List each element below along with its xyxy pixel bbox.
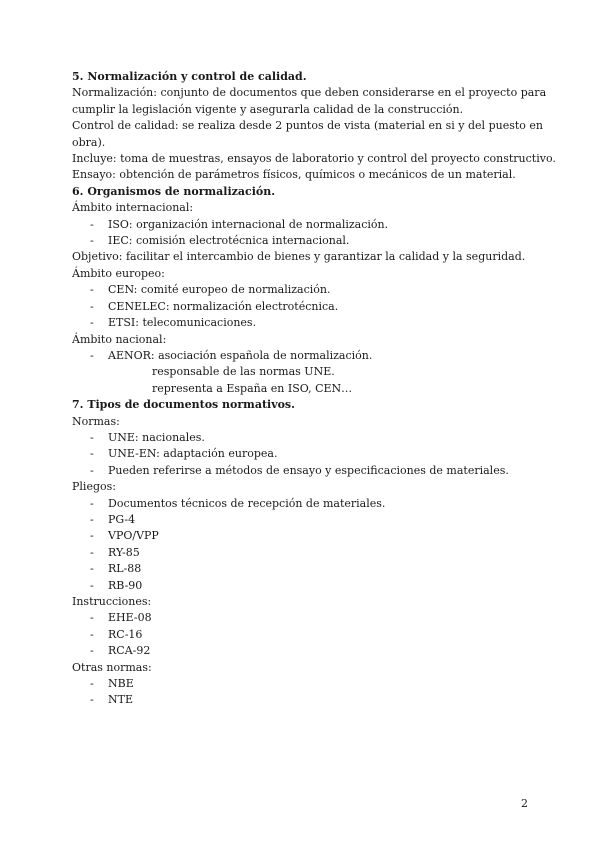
page-number: 2 [521, 797, 528, 810]
list-item-text: AENOR: asociación española de normalización. [108, 348, 373, 362]
bullet-dash: - [90, 512, 94, 526]
list-item-text: Pueden referirse a métodos de ensayo y especificaciones de materiales. [108, 463, 509, 477]
list-item-text: RL-88 [108, 562, 142, 576]
normalizacion-definition-line-1: Normalización: conjunto de documentos que deben considerarse en el proyecto para [72, 86, 547, 100]
pliegos-label: Pliegos: [72, 480, 116, 494]
bullet-dash: - [90, 234, 94, 248]
list-item [72, 217, 540, 233]
bullet-dash: - [90, 447, 94, 461]
normas-label: Normas: [72, 414, 120, 428]
list-item-text: UNE-EN: adaptación europea. [108, 447, 278, 461]
list-item [72, 348, 540, 364]
ambito-internacional-label: Ámbito internacional: [72, 201, 194, 215]
list-item-text: Documentos técnicos de recepción de materiales. [108, 496, 386, 510]
list-item-text: ISO: organización internacional de normalización. [108, 217, 389, 231]
list-item-text: RC-16 [108, 627, 143, 641]
section-7-heading: 7. Tipos de documentos normativos. [72, 398, 295, 412]
bullet-dash: - [90, 299, 94, 313]
instrucciones-label: Instrucciones: [72, 595, 152, 608]
bullet-dash: - [90, 430, 94, 444]
list-item [72, 676, 540, 692]
list-item-text: EHE-08 [108, 611, 152, 625]
bullet-dash: - [90, 693, 94, 707]
bullet-dash: - [90, 348, 94, 362]
list-item [72, 446, 540, 462]
list-item [72, 692, 540, 708]
list-item-text: CENELEC: normalización electrotécnica. [108, 299, 339, 313]
bullet-dash: - [90, 644, 94, 658]
list-item-text: RCA-92 [108, 644, 151, 658]
list-item [72, 315, 540, 331]
bullet-dash: - [90, 496, 94, 510]
bullet-dash: - [90, 611, 94, 625]
list-item [72, 528, 540, 544]
ambito-nacional-label: Ámbito nacional: [72, 332, 167, 346]
normalizacion-definition-line-2: cumplir la legislación vigente y asegurarla calidad de la construcción. [72, 102, 464, 116]
objetivo-line: Objetivo: facilitar el intercambio de bienes y garantizar la calidad y la seguridad. [72, 250, 526, 264]
list-item [72, 561, 540, 577]
list-item-text: PG-4 [108, 512, 136, 526]
control-calidad-line-2: obra). [72, 135, 106, 149]
bullet-dash: - [90, 545, 94, 559]
bullet-dash: - [90, 316, 94, 330]
list-item-text: RB-90 [108, 578, 143, 592]
list-item [72, 463, 540, 479]
list-item [72, 233, 540, 249]
list-item-text: ETSI: telecomunicaciones. [108, 316, 257, 330]
bullet-dash: - [90, 578, 94, 592]
list-item [72, 643, 540, 659]
bullet-dash: - [90, 283, 94, 297]
bullet-dash: - [90, 463, 94, 477]
list-item [72, 627, 540, 643]
list-item-text: IEC: comisión electrotécnica internacional. [108, 234, 350, 248]
aenor-continuation-1: responsable de las normas UNE. [152, 365, 335, 379]
list-item-text: UNE: nacionales. [108, 430, 205, 444]
bullet-dash: - [90, 217, 94, 231]
list-item-text: RY-85 [108, 545, 140, 559]
list-item-text: NTE [108, 693, 133, 707]
otras-normas-label: Otras normas: [72, 660, 152, 674]
bullet-dash: - [90, 627, 94, 641]
list-item-text: VPO/VPP [108, 529, 159, 543]
bullet-dash: - [90, 677, 94, 691]
list-item [72, 430, 540, 446]
ensayo-line: Ensayo: obtención de parámetros físicos, químicos o mecánicos de un material. [72, 168, 516, 182]
list-item [72, 610, 540, 626]
list-item [72, 578, 540, 594]
list-item [72, 299, 540, 315]
list-item [72, 512, 540, 528]
list-item [72, 496, 540, 512]
incluye-line: Incluye: toma de muestras, ensayos de laboratorio y control del proyecto constructivo. [72, 152, 556, 166]
control-calidad-line-1: Control de calidad: se realiza desde 2 puntos de vista (material en si y del puesto en [72, 119, 543, 133]
section-6-heading: 6. Organismos de normalización. [72, 184, 276, 198]
list-item-text: CEN: comité europeo de normalización. [108, 283, 331, 297]
bullet-dash: - [90, 562, 94, 576]
ambito-europeo-label: Ámbito europeo: [72, 266, 165, 280]
section-5-heading: 5. Normalización y control de calidad. [72, 70, 307, 83]
list-item [72, 282, 540, 298]
list-item [72, 545, 540, 561]
aenor-continuation-2: representa a España en ISO, CEN… [152, 381, 353, 395]
list-item-text: NBE [108, 677, 134, 691]
bullet-dash: - [90, 529, 94, 543]
